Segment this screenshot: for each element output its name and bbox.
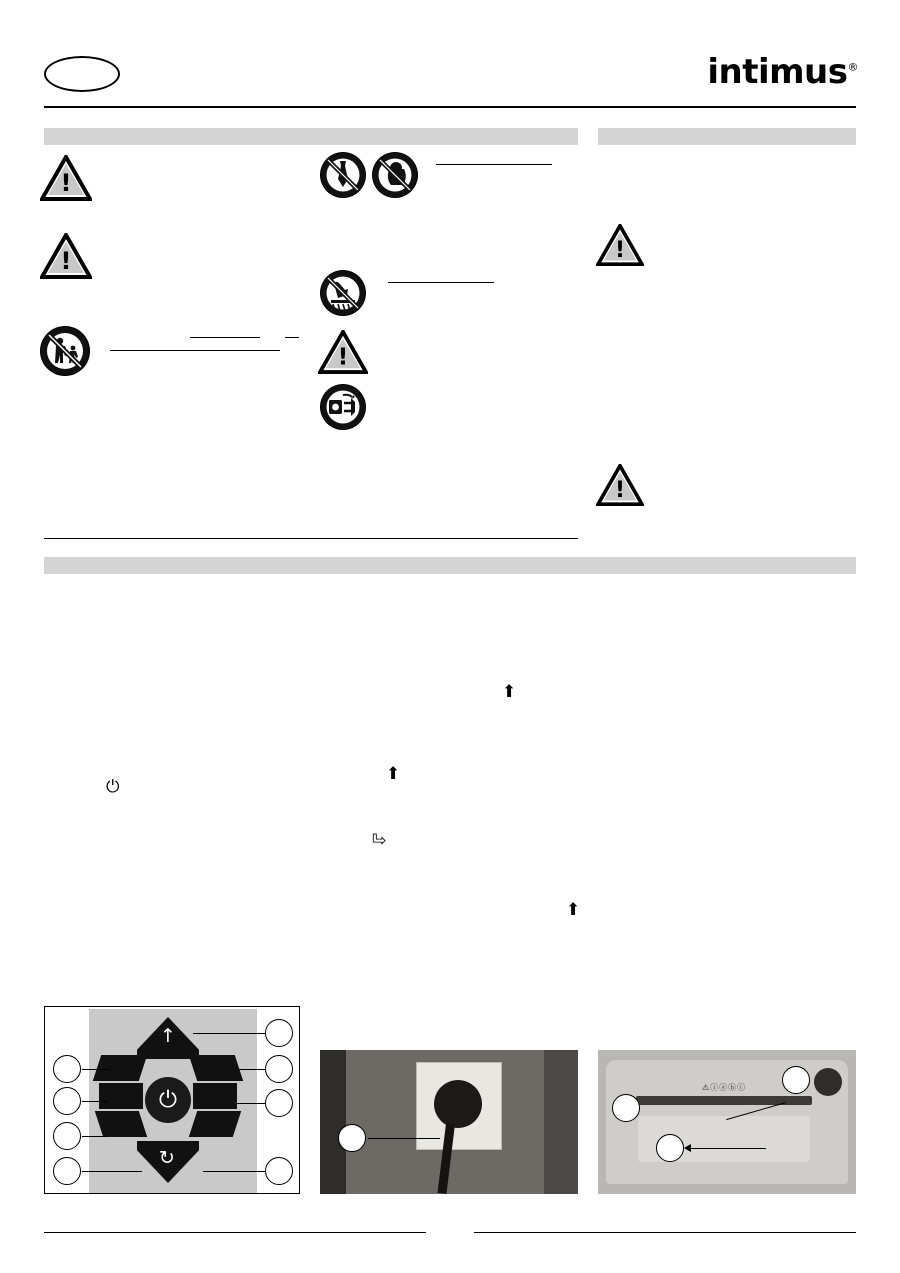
keypad-callout-line-l2 [82, 1101, 108, 1102]
shredder-top-figure [598, 1050, 856, 1194]
socket-receptacle [434, 1080, 482, 1128]
warning-triangle-5-icon [596, 464, 644, 506]
no-children-underline [190, 337, 260, 338]
arrow-up-glyph-1: ⬆ [502, 682, 517, 702]
warning-triangle-4-icon [596, 224, 644, 266]
keypad-callout-line-l4 [82, 1171, 142, 1172]
arrow-up-glyph-3: ⬆ [566, 900, 581, 920]
language-badge [44, 56, 120, 92]
footer-rule-right [474, 1232, 856, 1233]
keypad-callout-left-4 [53, 1157, 81, 1185]
machine-callout-arrow [684, 1144, 691, 1152]
svg-text:!: ! [337, 344, 349, 371]
keypad-left-key-1[interactable] [93, 1055, 147, 1081]
wall-shadow-right [544, 1050, 578, 1194]
keypad-callout-right-2 [265, 1055, 293, 1083]
keypad-callout-left-3 [53, 1122, 81, 1150]
keypad-reverse-arrow-icon: ↺ [159, 1147, 175, 1169]
no-children-dash [285, 337, 299, 338]
no-hand-reach-icon [320, 270, 366, 316]
column-divider [588, 128, 589, 538]
control-keypad-figure [44, 1006, 300, 1194]
no-necktie-icon [320, 152, 366, 198]
arrow-up-glyph-2: ⬆ [386, 764, 401, 784]
paper-feed-slot [636, 1096, 812, 1105]
wall-socket-figure [320, 1050, 578, 1194]
keypad-callout-right-1 [265, 1019, 293, 1047]
footer-rule-left [44, 1232, 426, 1233]
warning-triangle-2-icon [40, 233, 92, 279]
keypad-left-key-3[interactable] [95, 1111, 147, 1137]
socket-callout [338, 1124, 366, 1152]
socket-callout-line [368, 1138, 440, 1139]
unplug-power-icon [320, 384, 366, 430]
keypad-callout-line-r3 [237, 1103, 265, 1104]
reverse-arrow-glyph: ⏎ [372, 831, 387, 851]
no-children-icon [40, 326, 90, 376]
no-children-leader-line [110, 350, 280, 351]
keypad-callout-left-1 [53, 1055, 81, 1083]
brand-name: intimus [707, 52, 848, 92]
svg-text:!: ! [60, 169, 72, 197]
keypad-callout-line-r1 [193, 1033, 265, 1034]
section-bar-right [598, 128, 856, 145]
section-bar-left [44, 128, 578, 145]
keypad-callout-right-4 [265, 1157, 293, 1185]
power-symbol-glyph: ⏻ [106, 777, 120, 797]
brand-logo [707, 52, 858, 92]
machine-callout-1 [612, 1094, 640, 1122]
keypad-callout-line-l3 [82, 1136, 108, 1137]
shredder-knob [814, 1068, 842, 1096]
warning-triangle-1-icon [40, 155, 92, 201]
header-divider [44, 106, 856, 108]
keypad-right-key-1[interactable] [189, 1055, 243, 1081]
svg-text:!: ! [615, 477, 625, 503]
section-bar-wide [44, 557, 856, 574]
brand-registered-mark: ® [847, 60, 858, 74]
keypad-callout-line-r2 [237, 1069, 265, 1070]
machine-callout-3 [782, 1066, 810, 1094]
keypad-right-key-3[interactable] [189, 1111, 241, 1137]
wall-shadow-left [320, 1050, 346, 1194]
keypad-callout-line-l1 [82, 1069, 110, 1070]
keypad-right-key-2[interactable] [193, 1083, 237, 1109]
keypad-callout-line-r4 [203, 1171, 265, 1172]
keypad-callout-left-2 [53, 1087, 81, 1115]
warning-triangle-3-icon [318, 330, 368, 374]
no-long-hair-icon [372, 152, 418, 198]
shredder-symbol-strip: ⚠ⓘⓐⓑⓒ [702, 1083, 747, 1092]
keypad-callout-right-3 [265, 1089, 293, 1117]
no-hair-leader-line [436, 164, 552, 165]
svg-text:!: ! [60, 247, 72, 275]
keypad-power-button[interactable]: ⏻ [145, 1077, 191, 1123]
keypad-left-key-2[interactable] [99, 1083, 143, 1109]
left-column-bottom-rule [44, 538, 578, 539]
machine-callout-line-2 [686, 1148, 766, 1149]
keypad-up-arrow-icon: ↑ [160, 1025, 176, 1047]
machine-callout-2 [656, 1134, 684, 1162]
no-hand-leader-line [388, 282, 494, 283]
svg-text:!: ! [615, 237, 625, 263]
